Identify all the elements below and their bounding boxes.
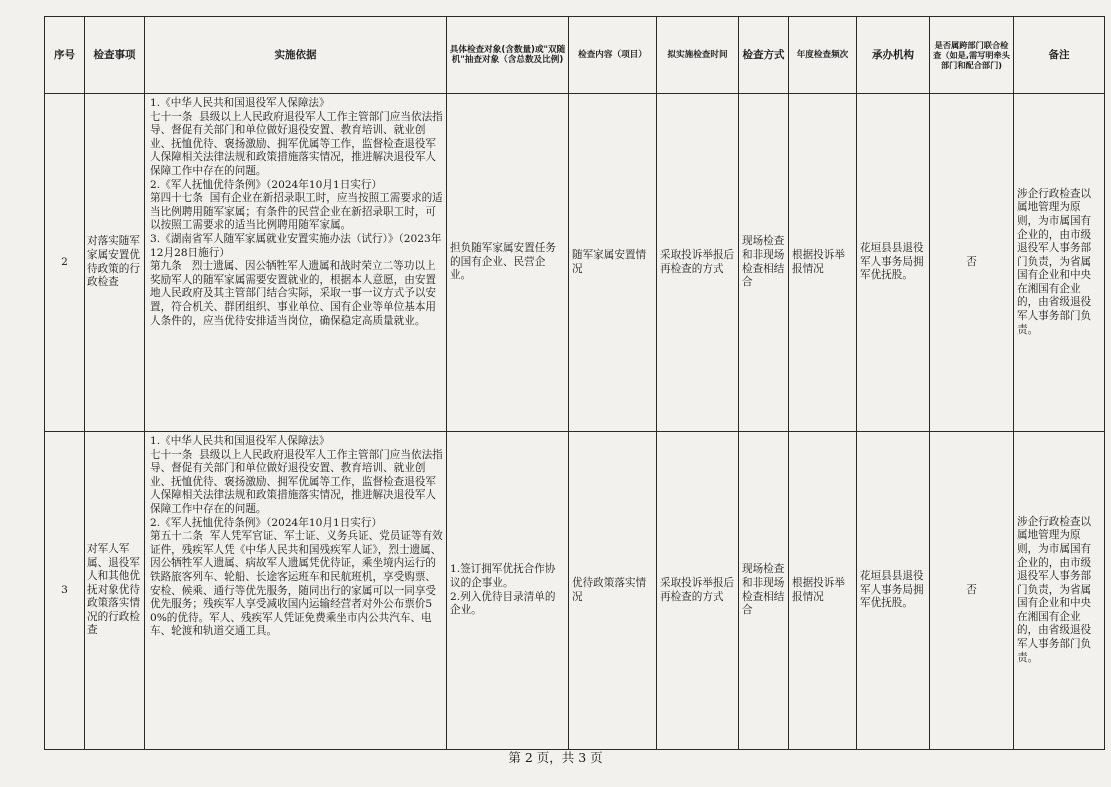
cell-joint: 否 — [930, 94, 1014, 432]
cell-org: 花垣县县退役军人事务局拥军优抚股。 — [857, 432, 930, 750]
header-freq: 年度检查频次 — [789, 17, 857, 94]
header-joint: 是否属跨部门联合检查（如是,需写明牵头部门和配合部门) — [930, 17, 1014, 94]
header-org: 承办机构 — [857, 17, 930, 94]
cell-freq: 根据投诉举报情况 — [789, 432, 857, 750]
cell-org: 花垣县县退役军人事务局拥军优抚股。 — [857, 94, 930, 432]
inspection-table — [44, 16, 1105, 750]
cell-basis — [145, 432, 447, 750]
basis-line: 2.《军人抚恤优待条例》（2024年10月1日实行） — [150, 516, 383, 529]
header-method: 检查方式 — [739, 17, 789, 94]
basis-line: 第四十七条 国有企业在新招录职工时，应当按照工需要求的适当比例聘用随军家属；有条件的民营企业在新招录职工时，可以按照工需要求的适当比例聘用随军家属。 — [150, 192, 443, 232]
header-time: 拟实施检查时间 — [657, 17, 739, 94]
basis-line: 七十一条 县级以上人民政府退役军人工作主管部门应当依法指导、督促有关部门和单位做好退役安置、教育培训、就业创业、抚恤优待、褒扬激励、拥军优属等工作，监督检查退役军人保障相关法律法规和政策措施落实情况，推进解决退役军人保障工作中存在的问题。 — [150, 110, 443, 177]
header-content: 检查内容（项目） — [569, 17, 657, 94]
cell-time: 采取投诉举报后再检查的方式 — [657, 432, 739, 750]
basis-line: 1.《中华人民共和国退役军人保障法》 — [150, 97, 330, 109]
cell-method: 现场检查和非现场检查相结合 — [739, 432, 789, 750]
cell-content: 随军家属安置情况 — [569, 94, 657, 432]
cell-item: 对军人军属、退役军人和其他优抚对象优待政策落实情况的行政检查 — [85, 432, 145, 750]
basis-line: 第五十二条 军人凭军官证、军士证、义务兵证、党员证等有效证件，残疾军人凭《中华人民共和国残疾军人证》，烈士遗属、因公牺牲军人遗属、病故军人遗属凭优待证，乘坐境内运行的铁路旅客列车、轮船、长途客运班车和民航班机，享受购票、安检、候乘、通行等优先服务，随同出行的家属可以一同享受优先服务；残疾军人享受减收国内运输经营者对外公布票价50%的优待。军人、残疾军人凭证免费乘坐市内公共汽车、电车、轮渡和轨道交通工具。 — [150, 530, 443, 638]
cell-method: 现场检查和非现场检查相结合 — [739, 94, 789, 432]
cell-remark: 涉企行政检查以属地管理为原则，为市属国有企业的，由市级退役军人事务部门负责，为省属国有企业和中央在湘国有企业的，由省级退役军人事务部门负责。 — [1014, 432, 1105, 750]
header-target: 具体检查对象(含数量)或"双随机"抽查对象（含总数及比例) — [447, 17, 569, 94]
basis-line: 2.《军人抚恤优待条例》（2024年10月1日实行） — [150, 178, 383, 191]
cell-freq: 根据投诉举报情况 — [789, 94, 857, 432]
cell-target: 1.签订拥军优抚合作协议的企事业。 2.列入优待目录清单的企业。 — [447, 432, 569, 750]
table-row — [45, 94, 1105, 432]
basis-line: 3.《湖南省军人随军家属就业安置实施办法（试行）》（2023年12月28日施行） — [150, 232, 442, 259]
header-row — [45, 17, 1105, 94]
basis-line: 第九条 烈士遗属、因公牺牲军人遗属和战时荣立二等功以上奖励军人的随军家属需要安置就业的，根据本人意愿，由安置地人民政府及其主管部门结合实际，采取一事一议方式予以安置，符合机关、群团组织、事业单位、国有企业等单位基本用人条件的，应当优待安排适当岗位，确保稳定高质量就业。 — [150, 260, 437, 327]
header-no: 序号 — [45, 17, 85, 94]
cell-target: 担负随军家属安置任务的国有企业、民营企业。 — [447, 94, 569, 432]
cell-no: 2 — [45, 94, 85, 432]
cell-remark: 涉企行政检查以属地管理为原则，为市属国有企业的，由市级退役军人事务部门负责，为省属国有企业和中央在湘国有企业的，由省级退役军人事务部门负责。 — [1014, 94, 1105, 432]
page-number: 第 2 页，共 3 页 — [508, 750, 603, 765]
basis-line: 七十一条 县级以上人民政府退役军人工作主管部门应当依法指导、督促有关部门和单位做好退役安置、教育培训、就业创业、抚恤优待、褒扬激励、拥军优属等工作，监督检查退役军人保障相关法律法规和政策措施落实情况，推进解决退役军人保障工作中存在的问题。 — [150, 448, 443, 515]
cell-no: 3 — [45, 432, 85, 750]
basis-line: 1.《中华人民共和国退役军人保障法》 — [150, 435, 330, 447]
table-row — [45, 432, 1105, 750]
cell-item: 对落实随军家属安置优待政策的行政检查 — [85, 94, 145, 432]
inspection-table-sheet — [44, 16, 1104, 750]
page-footer — [0, 748, 1111, 766]
cell-joint: 否 — [930, 432, 1014, 750]
cell-content: 优待政策落实情况 — [569, 432, 657, 750]
cell-basis — [145, 94, 447, 432]
cell-time: 采取投诉举报后再检查的方式 — [657, 94, 739, 432]
header-remark: 备注 — [1014, 17, 1105, 94]
header-basis: 实施依据 — [145, 17, 447, 94]
header-item: 检查事项 — [85, 17, 145, 94]
